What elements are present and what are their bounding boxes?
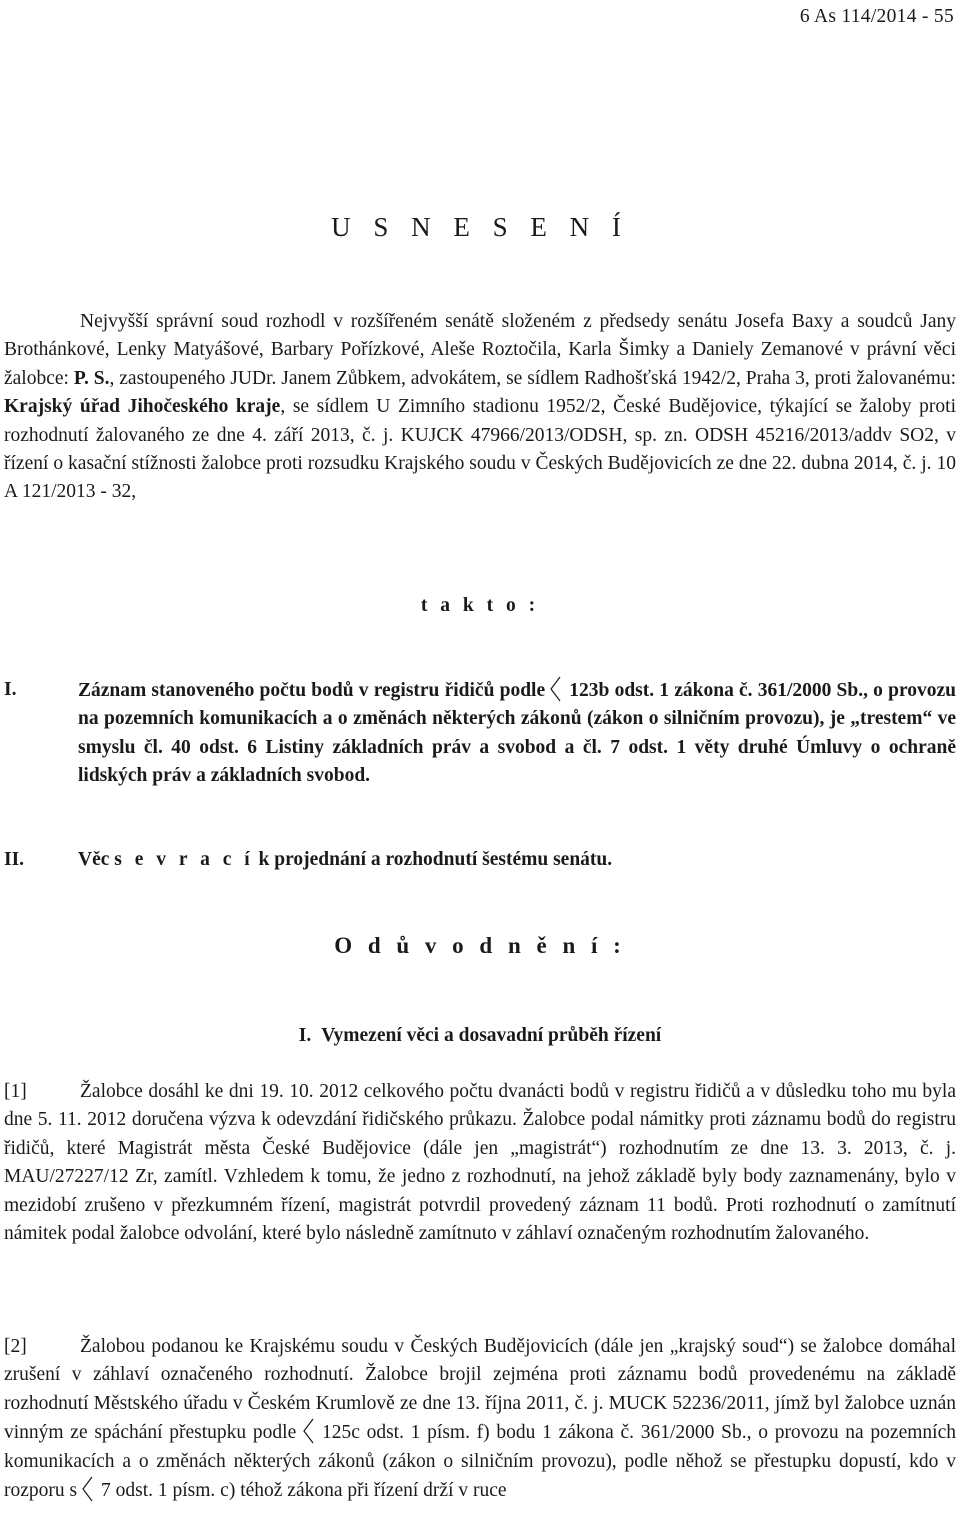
intro-paragraph: [4, 308, 956, 507]
takto-heading: t a k t o :: [420, 595, 540, 616]
verdict-number: II.: [4, 849, 25, 870]
verdict-number: I.: [4, 679, 17, 700]
document-title: U S N E S E N Í: [331, 212, 629, 242]
section-number: I.: [298, 1025, 312, 1046]
verdict-text: [78, 846, 956, 874]
paragraph-text: 7 odst. 1 písm. c) téhož zákona při řízení drží v ruce: [100, 1480, 507, 1502]
intro-text-2: , zastoupeného JUDr. Janem Zůbkem, advokátem, se sídlem Radhošťská 1942/2, Praha 3, proti žalovanému:: [109, 367, 957, 389]
paragraph-text: Žalobce dosáhl ke dni 19. 10. 2012 celkového počtu dvanácti bodů v registru řidičů a v důsledku toho mu byla dne 5. 11. 2012 doručena výzva k odevzdání řidičského průkazu. Žalobce podal námitky proti záznamu bodů do registru řidičů, které Magistrát města České Budějovice (dále jen „magistrát“) rozhodnutím ze dne 13. 3. 2013, č. j. MAU/27227/12 Zr, zamítl. Vzhledem k tomu, že jedno z rozhodnutí, na jehož základě byly body zaznamenány, bylo v mezidobí zrušeno v přezkumném řízení, magistrát potvrdil provedený záznam 11 bodů. Proti rozhodnutí o zamítnutí námitek podal žalobce odvolání, které bylo následně zamítnuto v záhlaví označeným rozhodnutím žalovaného.: [4, 1081, 956, 1245]
verdict-text-part: Záznam stanoveného počtu bodů v registru řidičů podle: [78, 680, 551, 701]
paragraph-text: Žalobou podanou ke Krajskému soudu v Českých Budějovicích (dále jen „krajský soud“) se žalobce domáhal zrušení v záhlaví označeného rozhodnutí. Žalobce brojil zejména proti záznamu bodů provedenému na základě rozhodnutí Městského úřadu v Českém Krumlově ze dne 13. října 2011, č. j. MUCK 52236/2011, jímž byl žalobce uznán vinným ze spáchání přestupku podle: [4, 1336, 956, 1444]
section-sign-icon: [80, 1476, 98, 1502]
intro-text-1: Nejvyšší správní soud rozhodl v rozšířeném senátě složeném z předsedy senátu Josefa Baxy a soudců Jany Brothánkové, Lenky Matyášové, Barbary Pořízkové, Aleše Roztočila, Karla Šimky a Daniely Zemanové v právní věci žalobce:: [4, 311, 956, 389]
verdict-item-2: [4, 846, 956, 874]
verdict-item-1: [4, 676, 956, 791]
section-heading: [0, 1022, 960, 1050]
intro-text-3: , se sídlem U Zimního stadionu 1952/2, České Budějovice, týkající se žaloby proti rozhodnutí žalovaného ze dne 4. září 2013, č. j. KUJCK 47966/2013/ODSH, sp. zn. ODSH 45216/2013/addv SO2, v řízení o kasační stížnosti žalobce proti rozsudku Krajského soudu v Českých Budějovicích ze dne 22. dubna 2014, č. j. 10 A 121/2013 - 32,: [4, 396, 956, 503]
paragraph-1: [4, 1078, 956, 1248]
defendant-name: Krajský úřad Jihočeského kraje: [4, 396, 281, 418]
verdict-spaced-text: s e v r a c í: [114, 849, 254, 870]
paragraph-2: [4, 1333, 956, 1505]
verdict-text-part: Věc: [78, 849, 115, 870]
case-number: 6 As 114/2014 - 55: [799, 6, 954, 27]
section-sign-icon: [301, 1418, 319, 1444]
section-title: Vymezení věci a dosavadní průběh řízení: [321, 1025, 662, 1046]
section-sign-icon: [548, 676, 566, 702]
paragraph-number: [2]: [4, 1336, 27, 1357]
verdict-text: [78, 676, 956, 791]
plaintiff-name: P. S.: [73, 367, 110, 389]
paragraph-number: [1]: [4, 1081, 27, 1102]
reasoning-title: O d ů v o d n ě n í :: [334, 933, 626, 958]
verdict-text-part: k projednání a rozhodnutí šestému senátu.: [253, 849, 613, 870]
verdict-text-part: 123b odst. 1 zákona č. 361/2000 Sb., o provozu na pozemních komunikacích a o změnách některých zákonů (zákon o silničním provozu), je „trestem“ ve smyslu čl. 40 odst. 6 Listiny základních práv a svobod a čl. 7 odst. 1 věty druhé Úmluvy o ochraně lidských práv a základních svobod.: [78, 680, 957, 787]
paragraph-text: 125c odst. 1 písm. f) bodu 1 zákona č. 361/2000 Sb., o provozu na pozemních komunikacích a o změnách některých zákonů (zákon o silničním provozu), podle něhož se přestupku dopustí, kdo v rozporu s: [4, 1422, 956, 1502]
